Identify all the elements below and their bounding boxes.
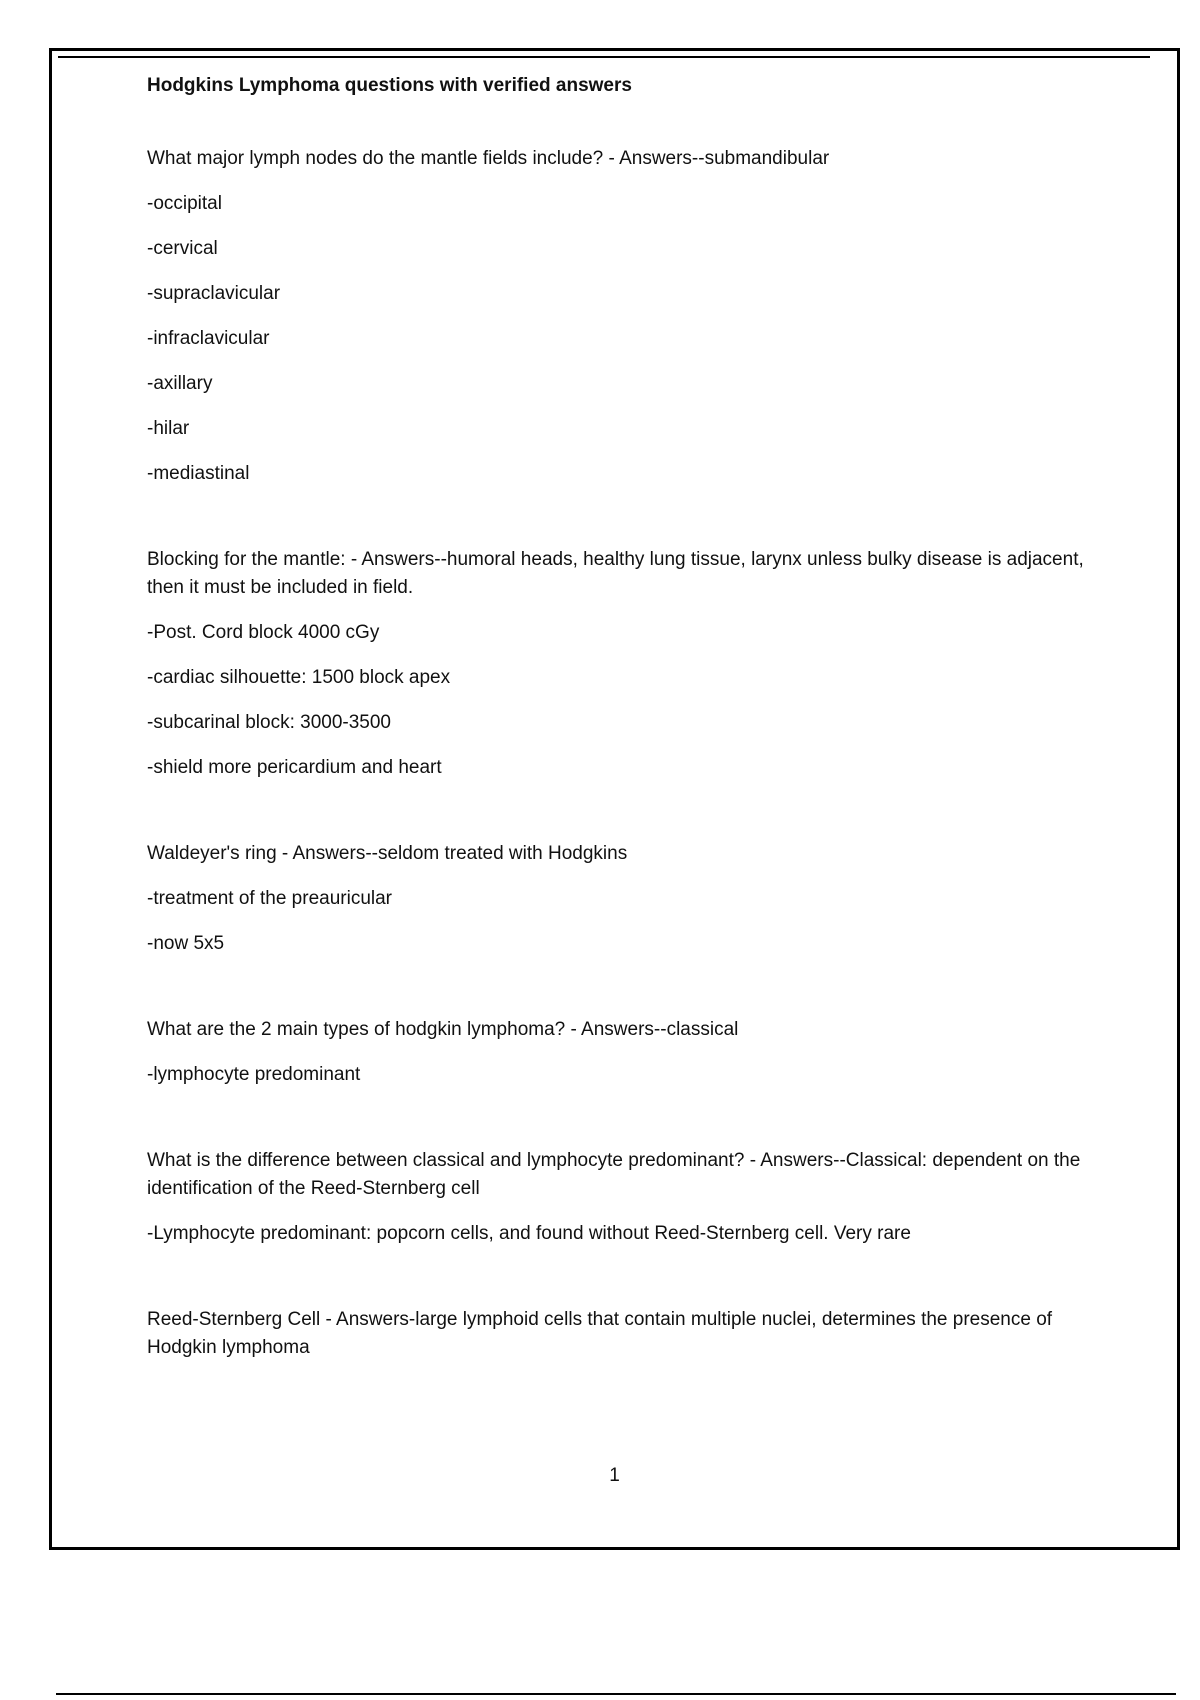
answer-line: -supraclavicular bbox=[147, 283, 281, 304]
document-content bbox=[147, 73, 1097, 1420]
answer-line: -Lymphocyte predominant: popcorn cells, and found without Reed-Sternberg cell. Very rare bbox=[147, 1223, 911, 1244]
qa-block-mantle-fields bbox=[147, 145, 1097, 488]
answer-line: -subcarinal block: 3000-3500 bbox=[147, 712, 391, 733]
answer-line: -treatment of the preauricular bbox=[147, 888, 393, 909]
answer-line: -occipital bbox=[147, 193, 222, 214]
answer-line: -infraclavicular bbox=[147, 328, 270, 349]
answer-line: -lymphocyte predominant bbox=[147, 1064, 361, 1085]
qa-block-waldeyers-ring bbox=[147, 840, 1097, 958]
answer-line: -Post. Cord block 4000 cGy bbox=[147, 622, 380, 643]
qa-block-main-types bbox=[147, 1016, 1097, 1089]
question-text: Blocking for the mantle: - Answers--humoral heads, healthy lung tissue, larynx unless bulky disease is adjacent, then it must be included in field. bbox=[147, 549, 1084, 598]
question-text: What is the difference between classical and lymphocyte predominant? - Answers--Classical: dependent on the identification of the Reed-Sternberg cell bbox=[147, 1150, 1081, 1199]
answer-line: -cardiac silhouette: 1500 block apex bbox=[147, 667, 451, 688]
answer-line: -cervical bbox=[147, 238, 218, 259]
question-text: What are the 2 main types of hodgkin lymphoma? - Answers--classical bbox=[147, 1019, 739, 1040]
qa-block-mantle-blocking bbox=[147, 546, 1097, 782]
answer-line: -now 5x5 bbox=[147, 933, 225, 954]
top-rule bbox=[58, 56, 1150, 58]
page-frame bbox=[49, 48, 1180, 1550]
answer-line: -shield more pericardium and heart bbox=[147, 757, 442, 778]
answer-line: -axillary bbox=[147, 373, 213, 394]
answer-line: -hilar bbox=[147, 418, 190, 439]
qa-block-reed-sternberg bbox=[147, 1306, 1097, 1362]
qa-block-classical-vs-predominant bbox=[147, 1147, 1097, 1248]
question-text: Reed-Sternberg Cell - Answers-large lymphoid cells that contain multiple nuclei, determines the presence of Hodgkin lymphoma bbox=[147, 1309, 1053, 1358]
answer-line: -mediastinal bbox=[147, 463, 250, 484]
document-title: Hodgkins Lymphoma questions with verified answers bbox=[147, 75, 632, 96]
bottom-rule bbox=[56, 1693, 1176, 1695]
question-text: What major lymph nodes do the mantle fields include? - Answers--submandibular bbox=[147, 148, 830, 169]
page-number: 1 bbox=[609, 1465, 620, 1486]
question-text: Waldeyer's ring - Answers--seldom treated with Hodgkins bbox=[147, 843, 628, 864]
